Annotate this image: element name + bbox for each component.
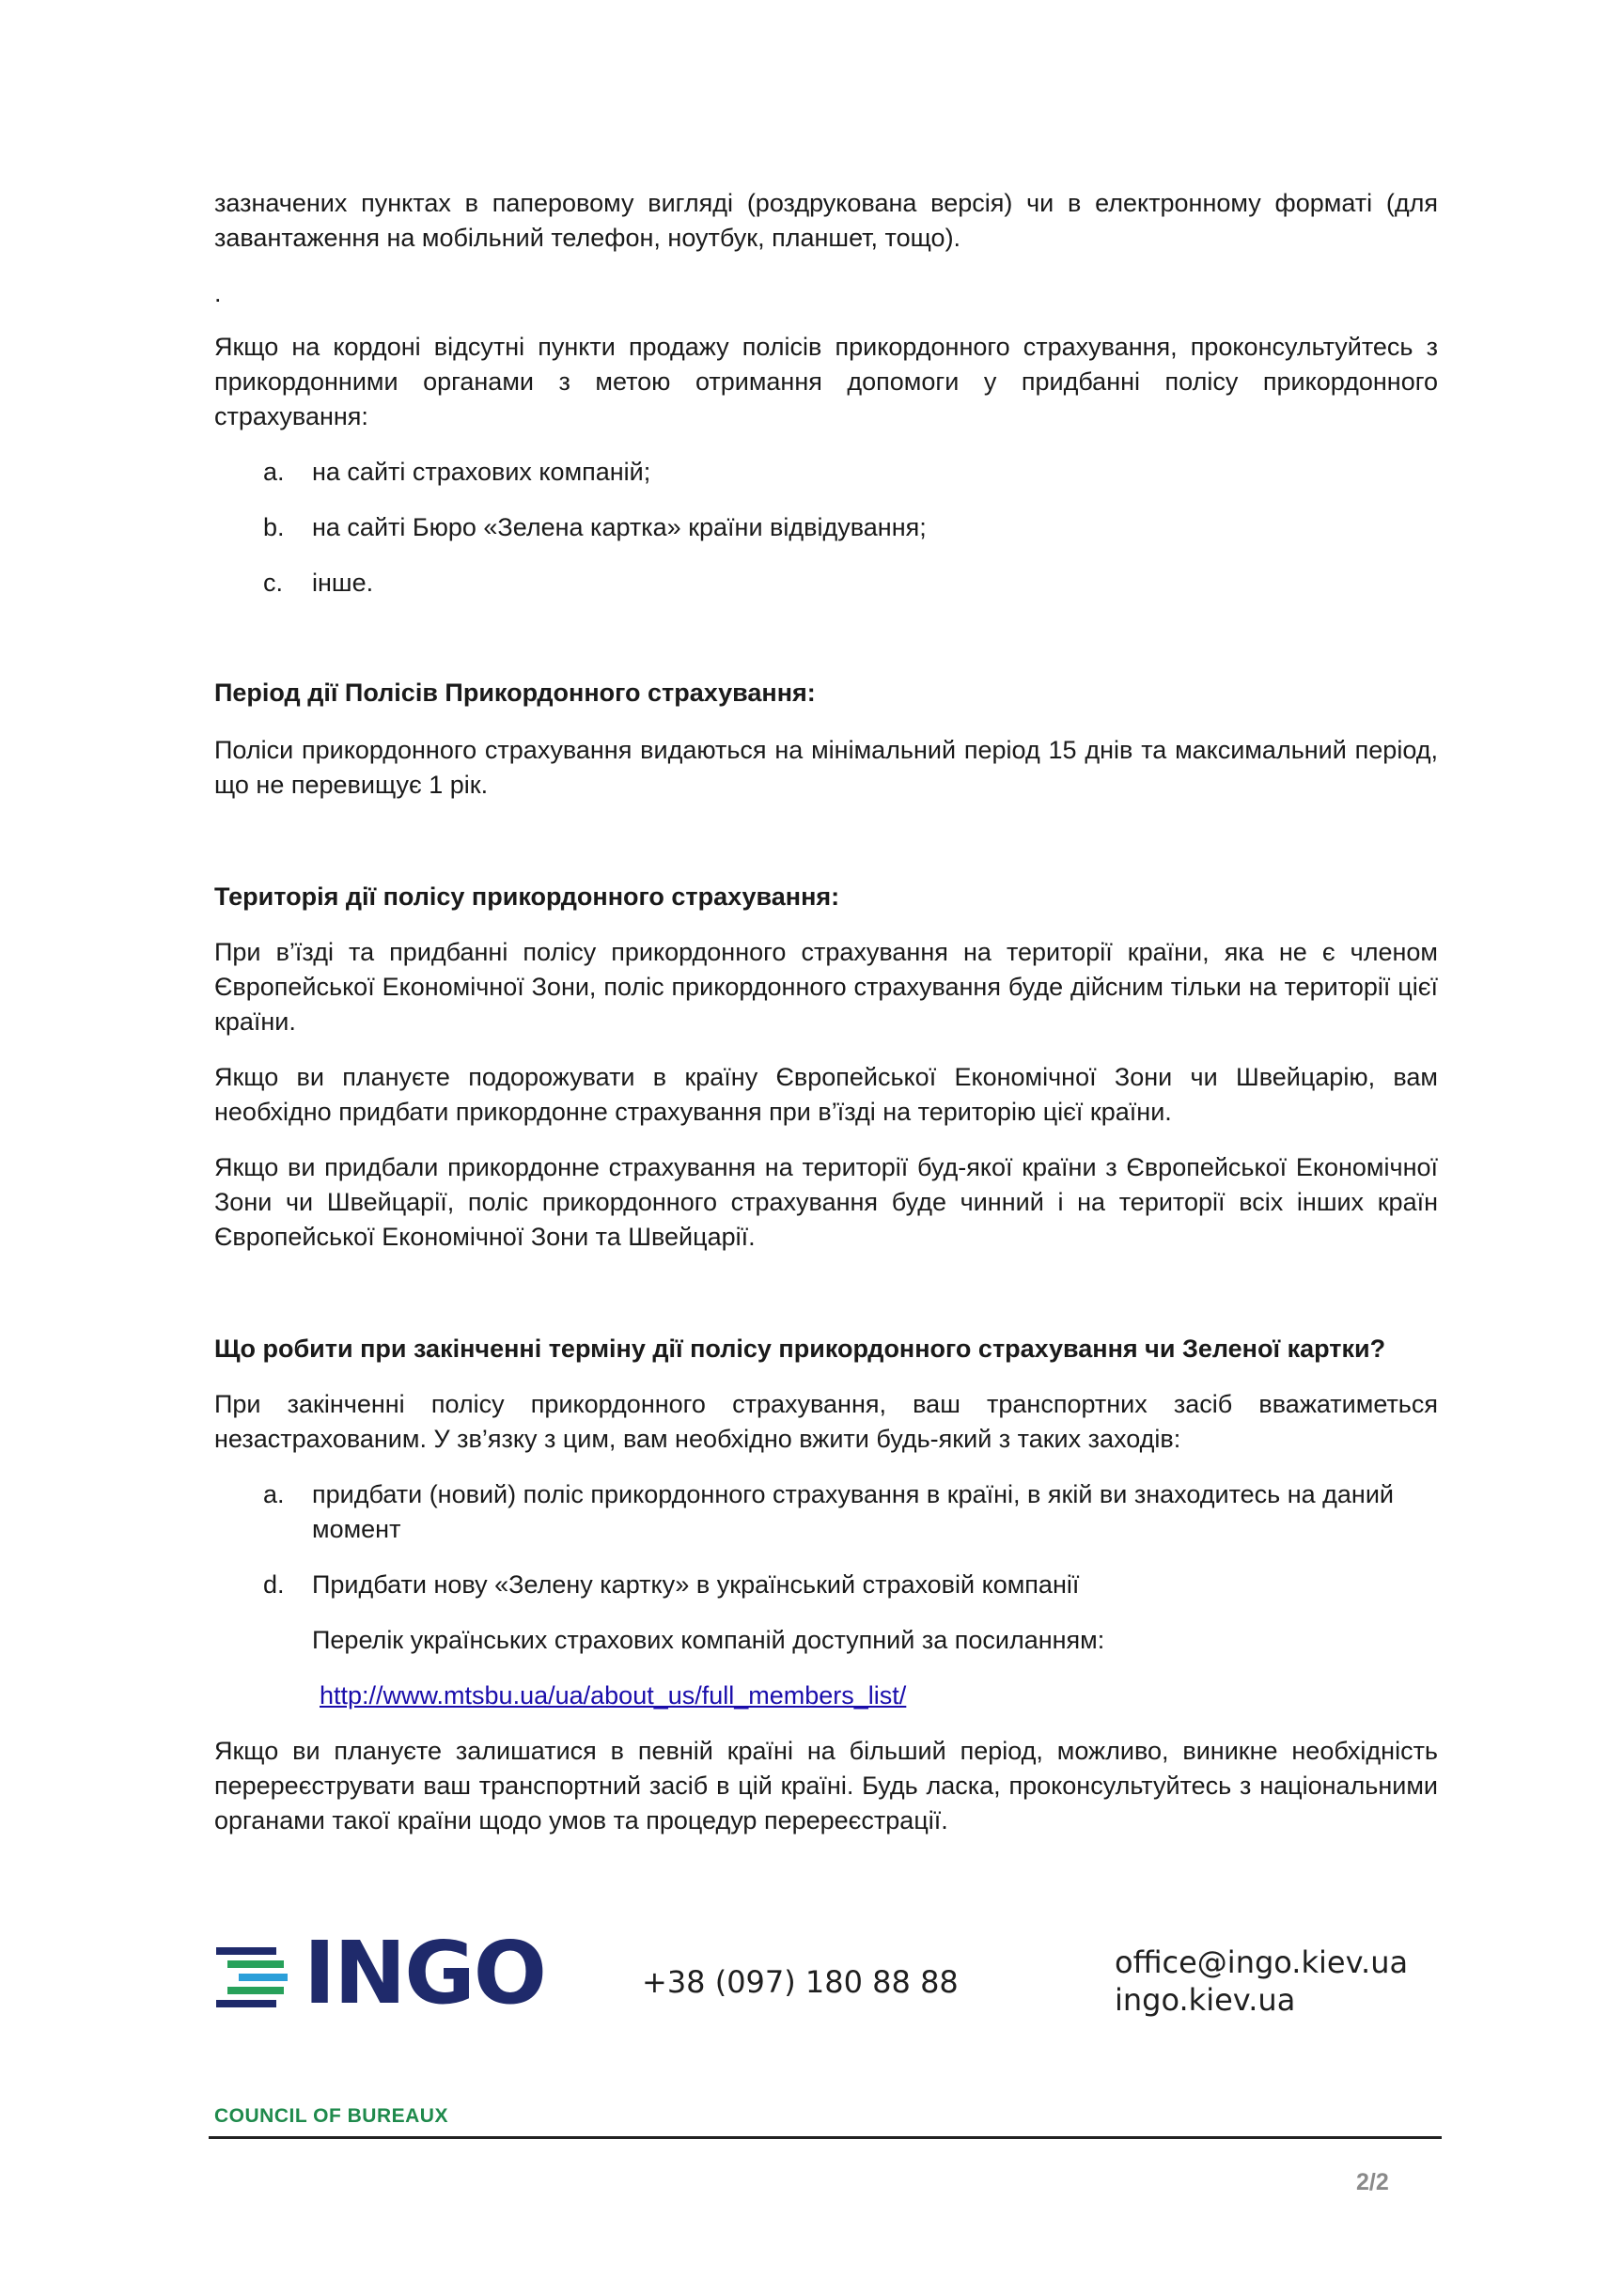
document-body (214, 186, 1438, 1838)
list-item (263, 566, 1438, 601)
list-marker: b. (263, 513, 285, 541)
website-link[interactable]: ingo.kiev.ua (1115, 1982, 1296, 2018)
ingo-logo (214, 1923, 553, 2023)
footer (214, 1923, 1438, 2028)
heading-expiry: Що робити при закінченні терміну дії полісу прикордонного страхування чи Зеленої картки? (214, 1335, 1386, 1363)
purchase-options-list (214, 455, 1438, 601)
members-list-label: Перелік українських страхових компаній доступний за посиланням: (312, 1626, 1105, 1654)
footer-divider (209, 2136, 1442, 2139)
list-marker: d. (263, 1570, 285, 1599)
list-item (263, 510, 1438, 545)
list-item-text: Придбати нову «Зелену картку» в український страховій компанії (312, 1570, 1080, 1599)
paragraph-territory-3: Якщо ви придбали прикордонне страхування на території буд-якої країни з Європейської Економічної Зони чи Швейцарії, поліс прикордонного страхування буде чинний і на території всіх інших країн Європейської Економічної Зони та Швейцарії. (214, 1153, 1438, 1251)
email-link[interactable]: office@ingo.kiev.ua (1115, 1944, 1409, 1980)
list-item-text: придбати (новий) поліс прикордонного страхування в країні, в якій ви знаходитесь на даний момент (312, 1480, 1395, 1543)
contacts (1115, 1944, 1408, 2019)
list-marker: a. (263, 1480, 285, 1508)
phone-number[interactable]: +38 (097) 180 88 88 (642, 1964, 959, 2000)
list-item (263, 1477, 1438, 1547)
paragraph-no-points: Якщо на кордоні відсутні пункти продажу полісів прикордонного страхування, проконсультуйтесь з прикордонними органами з метою отримання допомоги у придбанні полісу прикордонного страхування: (214, 333, 1438, 430)
stray-dot: . (214, 279, 222, 307)
list-item-text: на сайті Бюро «Зелена картка» країни відвідування; (312, 513, 927, 541)
heading-territory: Територія дії полісу прикордонного страхування: (214, 882, 840, 911)
expiry-actions-list (214, 1477, 1438, 1602)
list-marker: c. (263, 569, 284, 597)
council-of-bureaux-label: COUNCIL OF BUREAUX (214, 2105, 448, 2127)
members-list-link[interactable]: http://www.mtsbu.ua/ua/about_us/full_members_list/ (320, 1681, 907, 1710)
list-item-text: на сайті страхових компаній; (312, 458, 651, 486)
paragraph-reregister: Якщо ви плануєте залишатися в певній країні на більший період, можливо, виникне необхідність перереєструвати ваш транспортний засіб в цій країні. Будь ласка, проконсультуйтесь з національними органами такої країни щодо умов та процедур перереєстрації. (214, 1737, 1438, 1834)
list-item (263, 1568, 1438, 1602)
paragraph-expiry: При закінченні полісу прикордонного страхування, ваш транспортних засіб вважатиметься незастрахованим. У зв’язку з цим, вам необхідно вжити будь-який з таких заходів: (214, 1390, 1438, 1453)
paragraph-period: Поліси прикордонного страхування видаються на мінімальний період 15 днів та максимальний період, що не перевищує 1 рік. (214, 736, 1438, 799)
heading-period: Період дії Полісів Прикордонного страхування: (214, 679, 816, 707)
list-item (263, 455, 1438, 490)
page-number: 2/2 (1356, 2169, 1389, 2195)
logo-text: INGO (304, 1923, 545, 2023)
list-marker: a. (263, 458, 285, 486)
ingo-stripes-icon (214, 1934, 299, 2019)
paragraph-territory-1: При в’їзді та придбанні полісу прикордонного страхування на території країни, яка не є членом Європейської Економічної Зони, поліс прикордонного страхування буде дійсним тільки на території цієї країни. (214, 938, 1438, 1036)
list-item-text: інше. (312, 569, 374, 597)
paragraph-continued: зазначених пунктах в паперовому вигляді (роздрукована версія) чи в електронному форматі (для завантаження на мобільний телефон, ноутбук, планшет, тощо). (214, 189, 1438, 252)
paragraph-territory-2: Якщо ви плануєте подорожувати в країну Європейської Економічної Зони чи Швейцарію, вам необхідно придбати прикордонне страхування при в’їзді на територію цієї країни. (214, 1063, 1438, 1126)
